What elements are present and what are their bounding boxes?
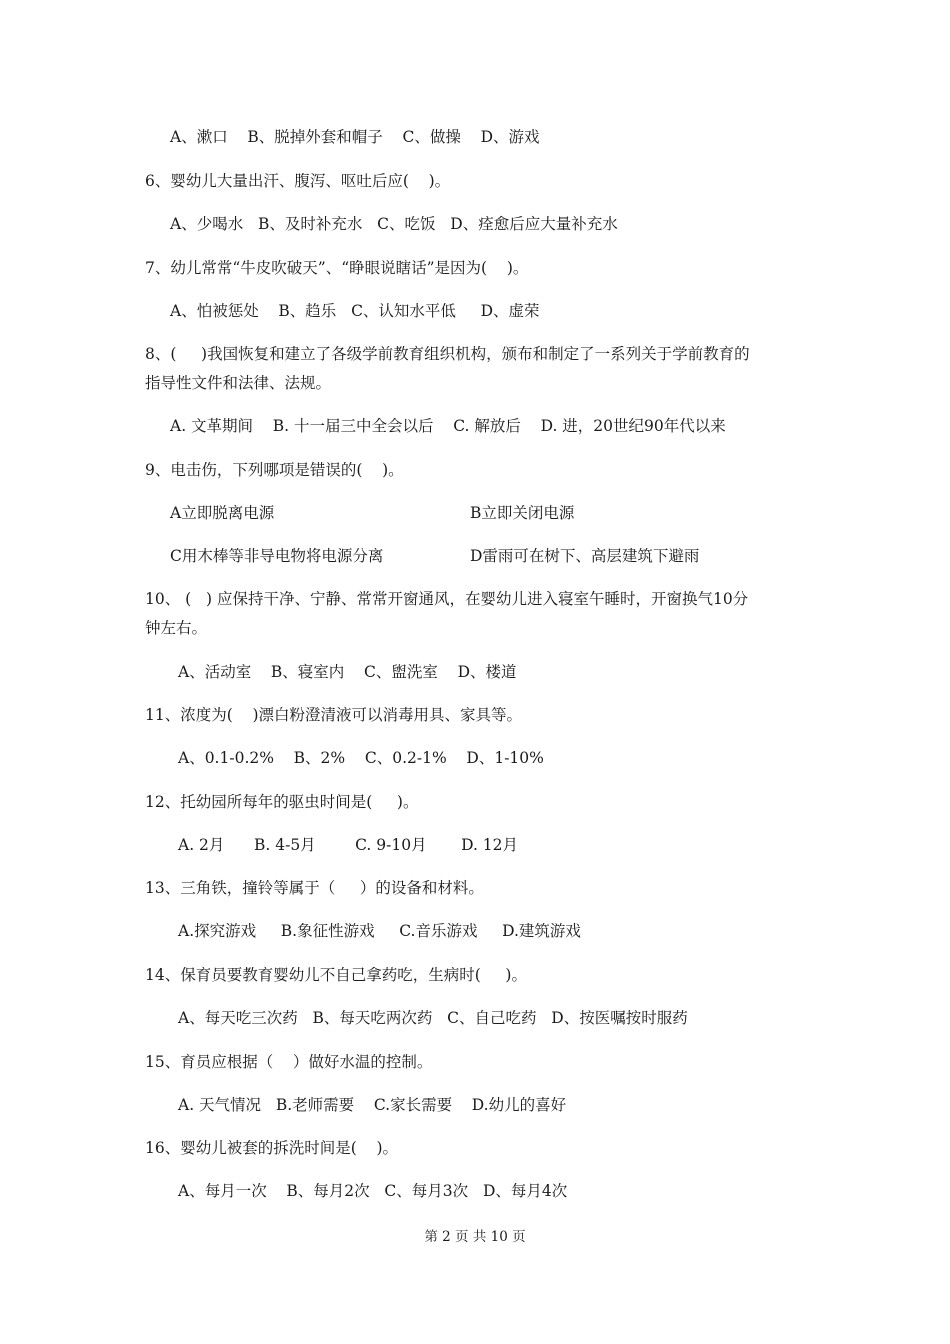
question-15: 15、育员应根据（ ）做好水温的控制。 (145, 1053, 433, 1071)
question-10: 10、 ( ) 应保持干净、宁静、常常开窗通风，在婴幼儿进入寝室午睡时，开窗换气10分 (145, 590, 749, 608)
question-16: 16、婴幼儿被套的拆洗时间是( )。 (145, 1139, 399, 1157)
question-6: 6、婴幼儿大量出汗、腹泻、呕吐后应( )。 (145, 172, 451, 190)
q9-option-a: A立即脱离电源 (170, 504, 275, 522)
question-8-cont: 指导性文件和法律、法规。 (145, 374, 332, 392)
q9-option-b: B立即关闭电源 (470, 504, 575, 522)
q12-options: A. 2月 B. 4-5月 C. 9-10月 D. 12月 (178, 836, 519, 854)
q5-options: A、漱口 B、脱掉外套和帽子 C、做操 D、游戏 (170, 128, 540, 146)
q16-options: A、每月一次 B、每月2次 C、每月3次 D、每月4次 (178, 1182, 568, 1200)
q14-options: A、每天吃三次药 B、每天吃两次药 C、自己吃药 D、按医嘱按时服药 (178, 1009, 688, 1027)
question-7: 7、幼儿常常“牛皮吹破天”、“睁眼说瞎话”是因为( )。 (145, 259, 529, 277)
question-12: 12、托幼园所每年的驱虫时间是( )。 (145, 793, 419, 811)
question-8: 8、( )我国恢复和建立了各级学前教育组织机构，颁布和制定了一系列关于学前教育的 (145, 345, 750, 363)
q9-option-d: D雷雨可在树下、高层建筑下避雨 (470, 547, 700, 565)
q11-options: A、0.1-0.2% B、2% C、0.2-1% D、1-10% (178, 749, 544, 767)
question-10-cont: 钟左右。 (145, 619, 208, 637)
q8-options: A. 文革期间 B. 十一届三中全会以后 C. 解放后 D. 进，20世纪90年代以来 (170, 417, 726, 435)
question-9: 9、电击伤，下列哪项是错误的( )。 (145, 461, 404, 479)
q15-options: A. 天气情况 B.老师需要 C.家长需要 D.幼儿的喜好 (178, 1096, 567, 1114)
q13-options: A.探究游戏 B.象征性游戏 C.音乐游戏 D.建筑游戏 (178, 922, 581, 940)
question-14: 14、保育员要教育婴幼儿不自己拿药吃，生病时( )。 (145, 966, 527, 984)
q6-options: A、少喝水 B、及时补充水 C、吃饭 D、痊愈后应大量补充水 (170, 215, 618, 233)
q10-options: A、活动室 B、寝室内 C、盥洗室 D、楼道 (178, 663, 517, 681)
question-13: 13、三角铁，撞铃等属于（ ）的设备和材料。 (145, 879, 484, 897)
q7-options: A、怕被惩处 B、趋乐 C、认知水平低 D、虚荣 (170, 302, 540, 320)
question-11: 11、浓度为( )漂白粉澄清液可以消毒用具、家具等。 (145, 706, 523, 724)
q9-option-c: C用木棒等非导电物将电源分离 (170, 547, 384, 565)
page-footer: 第 2 页 共 10 页 (424, 1229, 526, 1245)
